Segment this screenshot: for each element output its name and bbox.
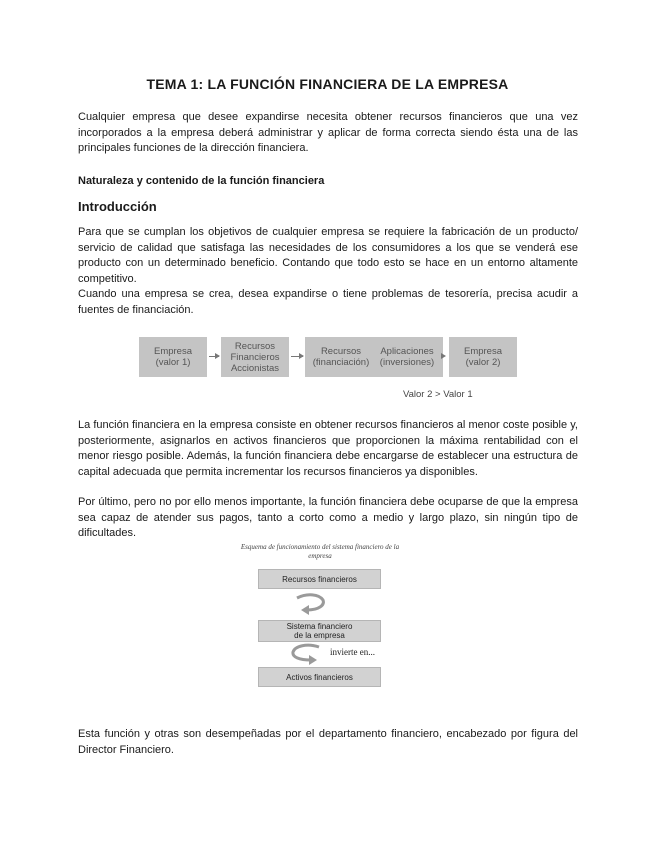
schema-invierte-label: invierte en... — [330, 647, 375, 657]
flow-box-empresa-2: Empresa (valor 2) — [449, 337, 517, 377]
section-heading: Naturaleza y contenido de la función financiera — [78, 175, 325, 187]
flow-label-recursos: Recursos (financiación) — [312, 346, 370, 368]
cycle-arrow-icon — [289, 643, 323, 665]
document-title: TEMA 1: LA FUNCIÓN FINANCIERA DE LA EMPRESA — [146, 76, 509, 92]
schema-box-recursos: Recursos financieros — [258, 569, 381, 589]
paragraph-5: Esta función y otras son desempeñadas por el departamento financiero, encabezado por figura del Director Financiero. — [78, 728, 578, 756]
flow-arrow — [209, 356, 219, 357]
paragraph-3: La función financiera en la empresa consiste en obtener recursos financieros al menor coste posible y, posteriormente, asignarlos en activos financieros que proporcionen la máxima rentabilidad con el menor riesgo posible. Además, la función financiera debe encargarse de establecer una estructura de capital adecuada que permita incrementar los recursos financieros ya disponibles. — [78, 419, 578, 478]
schema-diagram — [238, 543, 402, 688]
subsection-heading: Introducción — [78, 199, 157, 214]
flow-box-empresa-1: Empresa (valor 1) — [139, 337, 207, 377]
flow-label-aplicaciones: Aplicaciones (inversiones) — [379, 346, 435, 368]
schema-box-activos: Activos financieros — [258, 667, 381, 687]
flow-box-recursos-financieros: Recursos Financieros Accionistas — [221, 337, 289, 377]
flow-box-recursos-aplicaciones — [305, 337, 443, 377]
flow-diagram — [139, 337, 517, 377]
flow-arrow — [291, 356, 303, 357]
flow-caption: Valor 2 > Valor 1 — [403, 389, 473, 400]
schema-caption: Esquema de funcionamiento del sistema financiero de la empresa — [240, 543, 400, 560]
paragraph-2: Cuando una empresa se crea, desea expandirse o tiene problemas de tesorería, precisa acudir a fuentes de financiación. — [78, 288, 578, 316]
paragraph-1: Para que se cumplan los objetivos de cualquier empresa se requiere la fabricación de un producto/ servicio de calidad que satisfaga las necesidades de los consumidores a los que se venderá ese producto con un determinado beneficio. Contando que todo esto se hace en un entorno altamente competitivo. — [78, 226, 578, 285]
schema-box-sistema: Sistema financiero de la empresa — [258, 620, 381, 642]
paragraph-4: Por último, pero no por ello menos importante, la función financiera debe ocuparse de que la empresa sea capaz de atender sus pagos, tanto a corto como a medio y largo plazo, sin ningún tipo de dificultades. — [78, 496, 578, 539]
intro-paragraph: Cualquier empresa que desee expandirse necesita obtener recursos financieros que una vez incorporados a la empresa deberá administrar y aplicar de forma correcta siendo ésta una de las principales funciones de la dirección financiera. — [78, 111, 578, 154]
cycle-arrow-icon — [293, 592, 327, 616]
